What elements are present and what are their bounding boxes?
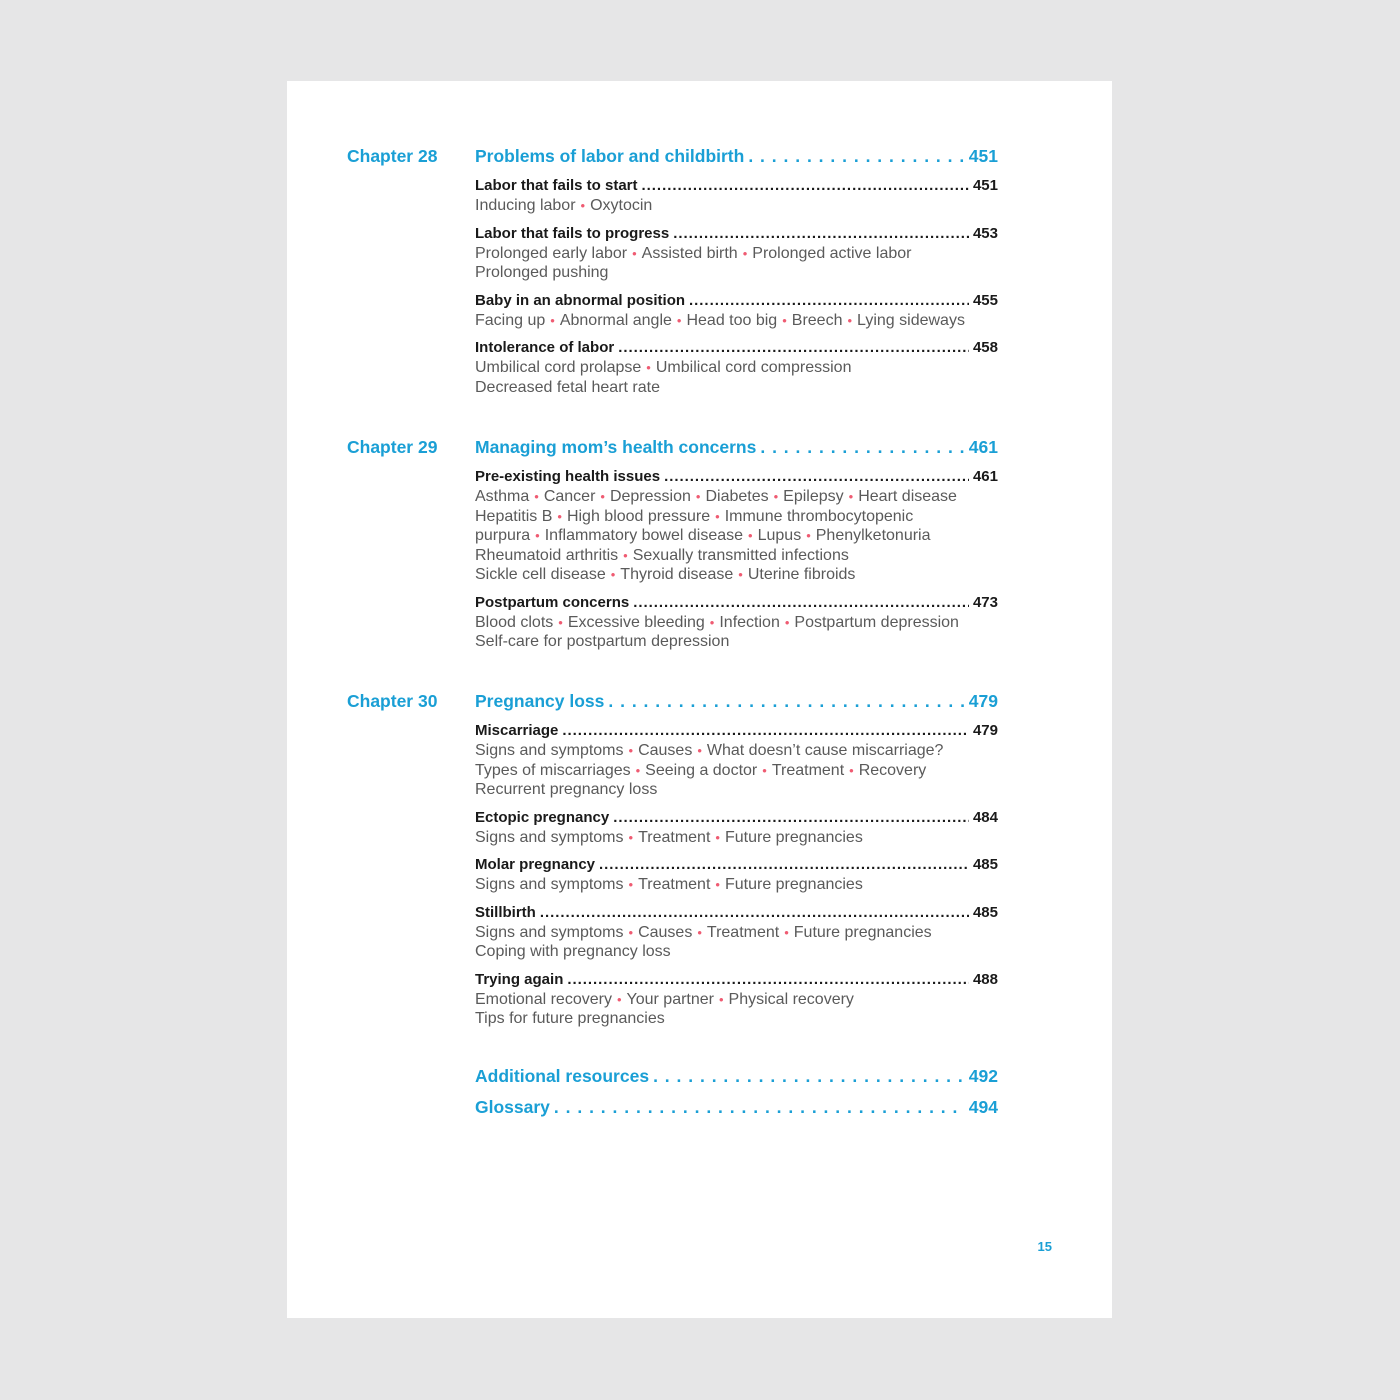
- topic-item: Umbilical cord prolapse: [475, 359, 642, 376]
- topic-item: Hepatitis B: [475, 507, 553, 525]
- topic-list: [475, 311, 998, 331]
- topic-line: [475, 196, 998, 216]
- topic-item: Physical recovery: [728, 990, 854, 1008]
- topic-item: Treatment: [638, 876, 711, 893]
- bullet-icon: •: [848, 489, 854, 504]
- topic-line: [475, 358, 998, 378]
- backmatter-page: 492: [968, 1066, 998, 1086]
- bullet-icon: •: [600, 489, 605, 504]
- topic-line: [475, 875, 998, 895]
- topic-item: purpura: [475, 527, 531, 544]
- topic-item: Sickle cell disease: [475, 566, 606, 583]
- section-title: Pre-existing health issues: [475, 468, 661, 485]
- leader-dots: [618, 338, 969, 358]
- bullet-icon: •: [849, 762, 854, 778]
- toc-section: [475, 291, 998, 331]
- topic-line: [475, 244, 998, 264]
- bullet-icon: •: [628, 877, 634, 892]
- section-title: Trying again: [475, 970, 564, 988]
- leader-dots: [613, 808, 969, 828]
- topic-item: Self-care for postpartum depression: [475, 633, 730, 650]
- topic-item: Depression: [609, 488, 691, 505]
- backmatter-additional-resources: [475, 1065, 998, 1087]
- leader-dots: [673, 224, 969, 244]
- section-list: [475, 176, 998, 397]
- topic-item: Inducing labor: [475, 197, 576, 214]
- section-title: Molar pregnancy: [475, 856, 596, 873]
- toc-section: [475, 338, 998, 397]
- topic-item: Umbilical cord compression: [655, 359, 852, 376]
- topic-line: [475, 487, 998, 507]
- backmatter-glossary: [475, 1096, 998, 1118]
- toc-section: [475, 855, 998, 895]
- topic-item: Treatment: [706, 923, 780, 941]
- topic-list: [475, 990, 998, 1029]
- section-title: Intolerance of labor: [475, 339, 615, 356]
- topic-item: Signs and symptoms: [475, 742, 624, 759]
- toc-section: [475, 176, 998, 216]
- section-entry[interactable]: [475, 338, 998, 358]
- chapter-title-entry[interactable]: [475, 436, 998, 458]
- topic-item: Postpartum depression: [794, 613, 959, 631]
- backmatter-entry[interactable]: [475, 1065, 998, 1087]
- topic-item: Uterine fibroids: [747, 566, 856, 583]
- topic-item: Diabetes: [705, 488, 769, 505]
- topic-line: [475, 311, 998, 331]
- topic-item: Lupus: [757, 527, 802, 544]
- topic-item: Signs and symptoms: [475, 876, 624, 893]
- topic-item: Blood clots: [475, 613, 554, 631]
- bullet-icon: •: [676, 312, 682, 328]
- bullet-icon: •: [695, 489, 701, 504]
- topic-line: [475, 526, 998, 546]
- bullet-icon: •: [580, 198, 586, 213]
- topic-item: Future pregnancies: [793, 923, 932, 941]
- bullet-icon: •: [847, 312, 853, 328]
- topic-item: Head too big: [686, 311, 778, 329]
- bullet-icon: •: [697, 743, 702, 758]
- bullet-icon: •: [557, 508, 562, 524]
- topic-list: [475, 923, 998, 962]
- topic-item: High blood pressure: [566, 507, 711, 525]
- section-entry[interactable]: [475, 808, 998, 828]
- toc-section: [475, 467, 998, 585]
- topic-item: Seeing a doctor: [645, 761, 758, 779]
- topic-item: Tips for future pregnancies: [475, 1010, 665, 1027]
- bullet-icon: •: [742, 245, 748, 261]
- section-title: Labor that fails to progress: [475, 224, 670, 242]
- leader-dots: [748, 145, 964, 167]
- chapter-page: 461: [968, 437, 998, 457]
- leader-dots: [689, 291, 969, 311]
- chapter-label: Chapter 28: [347, 146, 438, 166]
- leader-dots: [760, 436, 964, 458]
- topic-item: Coping with pregnancy loss: [475, 943, 671, 960]
- bullet-icon: •: [628, 924, 634, 940]
- leader-dots: [540, 903, 969, 923]
- section-list: [475, 467, 998, 652]
- topic-item: Types of miscarriages: [475, 761, 631, 779]
- topic-line: [475, 741, 998, 761]
- bullet-icon: •: [715, 508, 720, 524]
- topic-line: [475, 565, 998, 585]
- topic-item: Sexually transmitted infections: [632, 546, 849, 564]
- section-page: 484: [972, 808, 998, 826]
- topic-line: [475, 632, 998, 652]
- section-entry[interactable]: [475, 721, 998, 741]
- topic-item: Asthma: [475, 488, 530, 505]
- topic-item: Prolonged pushing: [475, 264, 609, 281]
- topic-line: [475, 923, 998, 943]
- topic-item: Infection: [719, 613, 780, 631]
- bullet-icon: •: [738, 567, 743, 582]
- bullet-icon: •: [610, 567, 616, 582]
- bullet-icon: •: [697, 924, 702, 940]
- leader-dots: [642, 176, 969, 196]
- bullet-icon: •: [715, 829, 720, 845]
- leader-dots: [633, 593, 969, 613]
- topic-item: Phenylketonuria: [815, 527, 931, 544]
- topic-item: Lying sideways: [857, 311, 965, 329]
- toc-section: [475, 721, 998, 800]
- bullet-icon: •: [646, 360, 651, 375]
- section-title: Postpartum concerns: [475, 593, 630, 611]
- topic-item: Prolonged early labor: [475, 244, 628, 262]
- topic-item: Epilepsy: [783, 488, 844, 505]
- backmatter-title: Glossary: [475, 1097, 550, 1117]
- section-page: 485: [972, 903, 998, 921]
- topic-line: [475, 507, 998, 527]
- topic-line: [475, 1009, 998, 1029]
- bullet-icon: •: [806, 528, 811, 543]
- section-page: 473: [972, 593, 998, 611]
- bullet-icon: •: [616, 991, 622, 1007]
- section-page: 485: [972, 856, 998, 873]
- topic-item: Your partner: [626, 990, 714, 1008]
- toc-section: [475, 970, 998, 1029]
- chapter-title: Problems of labor and childbirth: [475, 146, 745, 166]
- topic-line: [475, 942, 998, 962]
- topic-item: Cancer: [543, 488, 596, 505]
- bullet-icon: •: [773, 489, 779, 504]
- section-entry[interactable]: [475, 903, 998, 923]
- section-entry[interactable]: [475, 593, 998, 613]
- section-entry[interactable]: [475, 224, 998, 244]
- topic-item: Oxytocin: [590, 197, 653, 214]
- topic-item: Abnormal angle: [559, 311, 672, 329]
- backmatter-page: 494: [968, 1097, 998, 1117]
- section-title: Miscarriage: [475, 722, 559, 739]
- section-title: Stillbirth: [475, 903, 536, 921]
- chapter-title: Pregnancy loss: [475, 691, 605, 711]
- topic-list: [475, 196, 998, 216]
- toc-page: [287, 81, 1112, 1318]
- topic-item: Thyroid disease: [620, 566, 734, 583]
- topic-item: Signs and symptoms: [475, 923, 624, 941]
- backmatter-title: Additional resources: [475, 1066, 650, 1086]
- bullet-icon: •: [628, 743, 634, 758]
- topic-line: [475, 990, 998, 1010]
- section-title: Baby in an abnormal position: [475, 291, 686, 309]
- topic-line: [475, 780, 998, 800]
- topic-item: Treatment: [638, 828, 711, 846]
- topic-item: Breech: [791, 311, 843, 329]
- topic-line: [475, 828, 998, 848]
- section-page: 458: [972, 339, 998, 356]
- bullet-icon: •: [632, 245, 637, 261]
- chapter-body: [475, 436, 998, 650]
- topic-item: Causes: [638, 742, 693, 759]
- chapter-body: [475, 690, 998, 1027]
- section-entry[interactable]: [475, 291, 998, 311]
- bullet-icon: •: [718, 991, 724, 1007]
- page-number: 15: [1037, 1239, 1052, 1254]
- section-entry[interactable]: [475, 467, 998, 487]
- leader-dots: [599, 855, 969, 875]
- topic-item: Facing up: [475, 311, 546, 329]
- section-page: 479: [972, 722, 998, 739]
- section-page: 488: [972, 970, 998, 988]
- topic-item: Heart disease: [858, 488, 957, 505]
- topic-list: [475, 828, 998, 848]
- bullet-icon: •: [534, 489, 539, 504]
- topic-item: Treatment: [771, 761, 845, 779]
- chapter-label: Chapter 29: [347, 437, 438, 457]
- section-entry[interactable]: [475, 176, 998, 196]
- topic-item: What doesn’t cause miscarriage?: [706, 742, 944, 759]
- bullet-icon: •: [784, 924, 789, 940]
- topic-item: Prolonged active labor: [752, 244, 912, 262]
- chapter-page: 451: [968, 146, 998, 166]
- topic-item: Assisted birth: [641, 244, 738, 262]
- chapter-body: [475, 145, 998, 396]
- section-list: [475, 721, 998, 1029]
- topic-item: Decreased fetal heart rate: [475, 378, 660, 396]
- bullet-icon: •: [558, 614, 563, 630]
- backmatter-entry[interactable]: [475, 1096, 998, 1118]
- toc-section: [475, 593, 998, 652]
- topic-list: [475, 741, 998, 800]
- topic-line: [475, 378, 998, 398]
- bullet-icon: •: [762, 762, 767, 778]
- topic-item: Inflammatory bowel disease: [544, 527, 744, 544]
- topic-list: [475, 244, 998, 283]
- topic-item: Excessive bleeding: [567, 613, 705, 631]
- topic-item: Causes: [638, 923, 693, 941]
- bullet-icon: •: [748, 528, 753, 543]
- leader-dots: [608, 690, 964, 712]
- bullet-icon: •: [623, 547, 628, 563]
- topic-item: Future pregnancies: [724, 828, 863, 846]
- chapter-title-entry[interactable]: [475, 145, 998, 167]
- topic-item: Recovery: [858, 761, 927, 779]
- topic-line: [475, 761, 998, 781]
- bullet-icon: •: [709, 614, 715, 630]
- section-entry[interactable]: [475, 855, 998, 875]
- topic-item: Emotional recovery: [475, 990, 612, 1008]
- bullet-icon: •: [628, 829, 634, 845]
- bullet-icon: •: [782, 312, 787, 328]
- topic-line: [475, 546, 998, 566]
- section-entry[interactable]: [475, 970, 998, 990]
- topic-item: Immune thrombocytopenic: [724, 507, 914, 525]
- bullet-icon: •: [715, 877, 720, 892]
- section-page: 451: [972, 177, 998, 194]
- topic-line: [475, 263, 998, 283]
- leader-dots: [554, 1096, 965, 1118]
- leader-dots: [567, 970, 969, 990]
- bullet-icon: •: [550, 312, 555, 328]
- leader-dots: [664, 467, 969, 487]
- toc-section: [475, 903, 998, 962]
- bullet-icon: •: [535, 528, 540, 543]
- section-title: Ectopic pregnancy: [475, 808, 610, 826]
- bullet-icon: •: [784, 614, 790, 630]
- topic-list: [475, 487, 998, 585]
- bullet-icon: •: [635, 762, 641, 778]
- chapter-label: Chapter 30: [347, 691, 438, 711]
- section-page: 461: [972, 468, 998, 485]
- leader-dots: [653, 1065, 965, 1087]
- toc-section: [475, 808, 998, 848]
- topic-line: [475, 613, 998, 633]
- topic-item: Signs and symptoms: [475, 828, 624, 846]
- chapter-page: 479: [968, 691, 998, 711]
- topic-item: Rheumatoid arthritis: [475, 546, 619, 564]
- topic-list: [475, 875, 998, 895]
- chapter-title: Managing mom’s health concerns: [475, 437, 757, 457]
- topic-item: Recurrent pregnancy loss: [475, 781, 658, 798]
- toc-section: [475, 224, 998, 283]
- chapter-title-entry[interactable]: [475, 690, 998, 712]
- section-page: 455: [972, 291, 998, 309]
- section-page: 453: [972, 224, 998, 242]
- section-title: Labor that fails to start: [475, 177, 638, 194]
- topic-list: [475, 358, 998, 397]
- leader-dots: [562, 721, 969, 741]
- topic-item: Future pregnancies: [724, 876, 863, 893]
- topic-list: [475, 613, 998, 652]
